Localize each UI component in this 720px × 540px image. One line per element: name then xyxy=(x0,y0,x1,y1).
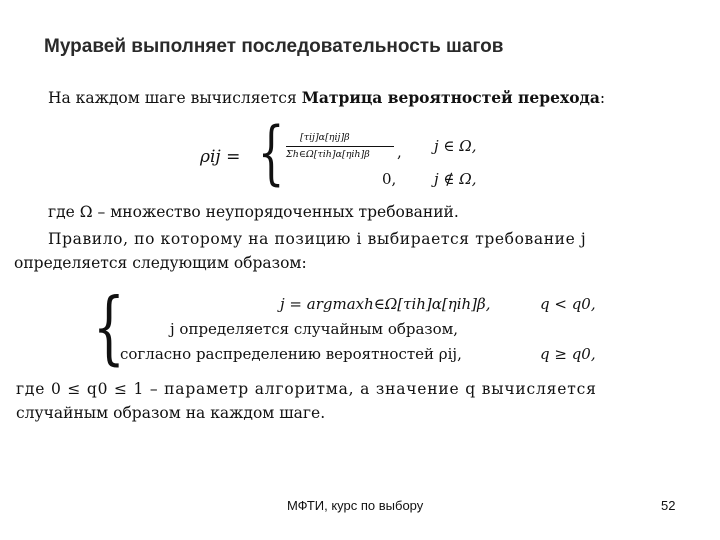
formula1-condition-1: j ∈ Ω, xyxy=(434,137,477,155)
formula2-case-1: j = argmaxh∈Ω[τih]α[ηih]β, xyxy=(280,295,491,313)
rule-line-1: Правило, по которому на позицию i выбирается требование j xyxy=(48,230,587,248)
intro-bold-term: Матрица вероятностей перехода xyxy=(301,88,600,107)
intro-line xyxy=(48,88,605,107)
formula1-case-2: 0, xyxy=(382,170,397,188)
formula1-comma: , xyxy=(397,143,402,161)
footer-course: МФТИ, курс по выбору xyxy=(287,498,424,513)
omega-definition: где Ω – множество неупорядоченных требований. xyxy=(48,203,459,221)
formula2-condition-1: q < q0, xyxy=(540,295,596,313)
intro-colon: : xyxy=(599,89,606,107)
formula1-fraction-bar xyxy=(286,146,394,147)
params-line-2: случайным образом на каждом шаге. xyxy=(16,404,326,422)
formula2-case-2a: j определяется случайным образом, xyxy=(170,320,459,338)
rule-line-2: определяется следующим образом: xyxy=(14,254,307,272)
params-line-1: где 0 ≤ q0 ≤ 1 – параметр алгоритма, а значение q вычисляется xyxy=(16,380,597,398)
formula1-lhs: ρij = xyxy=(200,147,241,167)
formula1-denominator: Σh∈Ω[τih]α[ηih]β xyxy=(286,149,370,160)
formula1-left-brace: { xyxy=(257,112,285,194)
formula2-condition-2: q ≥ q0, xyxy=(540,345,596,363)
slide-title: Муравей выполняет последовательность шагов xyxy=(44,36,504,57)
formula1-condition-2: j ∉ Ω, xyxy=(434,170,477,188)
formula2-left-brace: { xyxy=(92,280,125,374)
formula1-numerator: [τij]α[ηij]β xyxy=(300,132,350,143)
page-number: 52 xyxy=(661,498,676,513)
formula2-case-2b: согласно распределению вероятностей ρij, xyxy=(120,345,462,363)
intro-text: На каждом шаге вычисляется xyxy=(48,89,302,107)
